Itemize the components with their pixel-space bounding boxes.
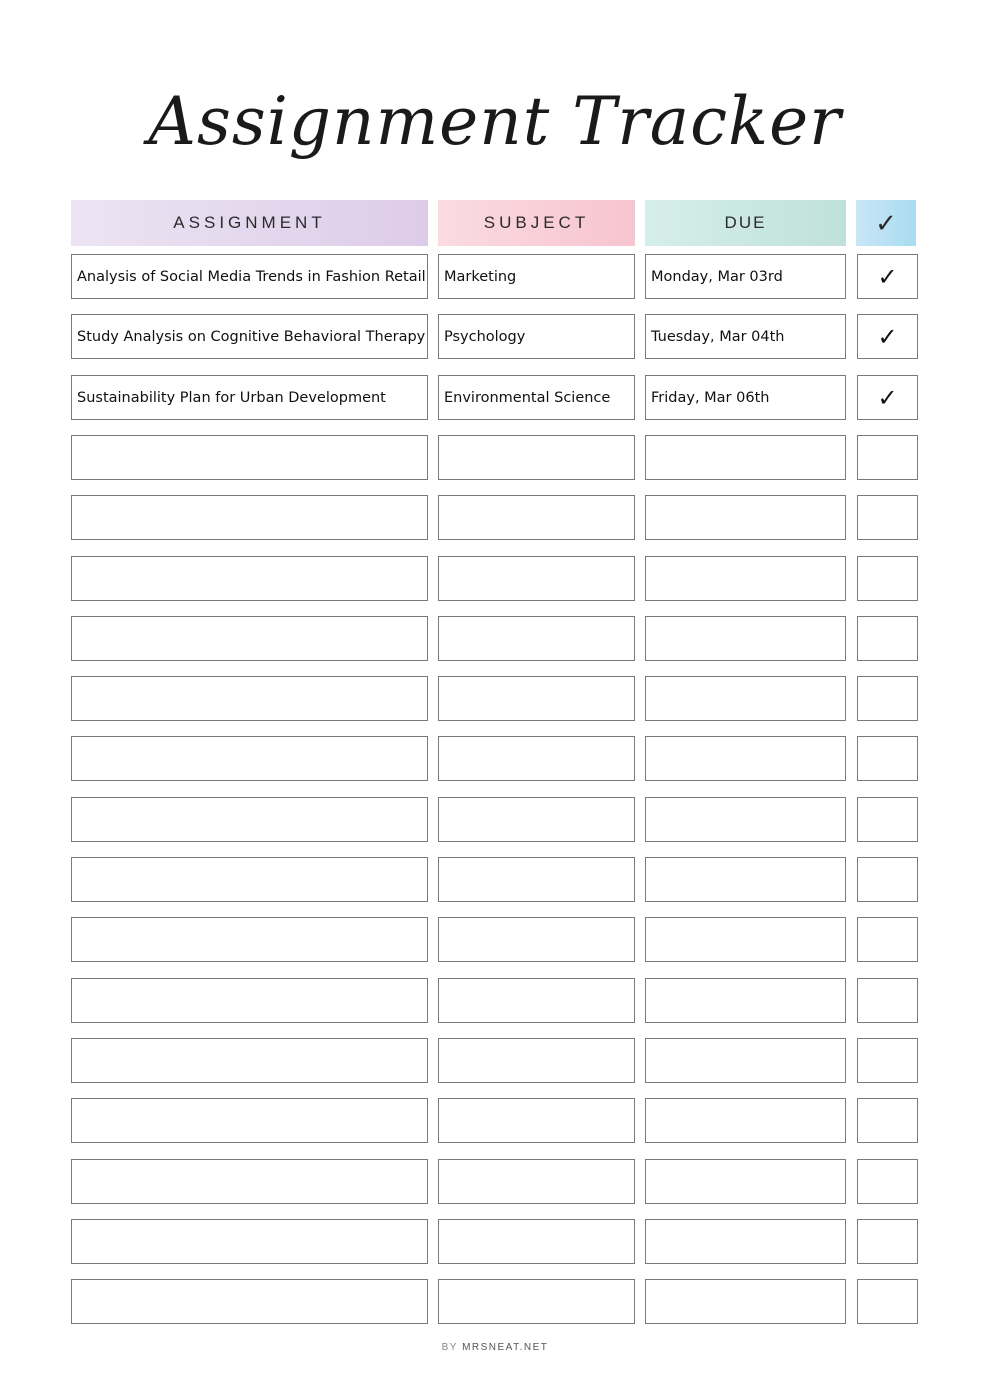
checkbox-cell[interactable]: ✓ [857, 254, 918, 299]
checkbox-cell[interactable] [857, 1098, 918, 1143]
table-row [0, 435, 990, 481]
due-cell[interactable] [645, 495, 846, 540]
checkbox-cell[interactable] [857, 736, 918, 781]
table-row [0, 616, 990, 662]
checkbox-cell[interactable] [857, 1038, 918, 1083]
assignment-cell[interactable] [71, 616, 428, 661]
checkbox-cell[interactable] [857, 1159, 918, 1204]
table-row [0, 1159, 990, 1205]
assignment-cell[interactable] [71, 736, 428, 781]
subject-cell[interactable] [438, 676, 635, 721]
footer-site: MRSNEAT.NET [462, 1342, 549, 1353]
subject-cell[interactable]: Environmental Science [438, 375, 635, 420]
table-row [0, 375, 990, 421]
column-header-subject: SUBJECT [438, 200, 635, 246]
subject-cell[interactable] [438, 435, 635, 480]
due-cell[interactable] [645, 435, 846, 480]
table-row [0, 495, 990, 541]
assignment-cell[interactable] [71, 797, 428, 842]
checkbox-cell[interactable] [857, 616, 918, 661]
subject-cell[interactable] [438, 917, 635, 962]
due-cell[interactable] [645, 917, 846, 962]
subject-cell[interactable] [438, 1159, 635, 1204]
due-cell[interactable] [645, 1279, 846, 1324]
due-cell[interactable] [645, 1038, 846, 1083]
checkbox-cell[interactable] [857, 917, 918, 962]
subject-cell[interactable] [438, 978, 635, 1023]
footer-by: BY [441, 1342, 458, 1353]
assignment-cell[interactable] [71, 1038, 428, 1083]
due-cell[interactable] [645, 1219, 846, 1264]
column-header-assignment: ASSIGNMENT [71, 200, 428, 246]
subject-cell[interactable]: Psychology [438, 314, 635, 359]
table-row [0, 797, 990, 843]
due-cell[interactable]: Monday, Mar 03rd [645, 254, 846, 299]
due-cell[interactable] [645, 1098, 846, 1143]
table-row [0, 857, 990, 903]
subject-cell[interactable] [438, 797, 635, 842]
table-row [0, 1038, 990, 1084]
due-cell[interactable]: Friday, Mar 06th [645, 375, 846, 420]
assignment-cell[interactable] [71, 857, 428, 902]
subject-cell[interactable] [438, 556, 635, 601]
table-row [0, 978, 990, 1024]
assignment-cell[interactable] [71, 917, 428, 962]
due-cell[interactable] [645, 676, 846, 721]
subject-cell[interactable]: Marketing [438, 254, 635, 299]
table-row [0, 917, 990, 963]
checkbox-cell[interactable] [857, 1219, 918, 1264]
table-row [0, 736, 990, 782]
checkbox-cell[interactable] [857, 978, 918, 1023]
assignment-cell[interactable]: Sustainability Plan for Urban Development [71, 375, 428, 420]
due-cell[interactable] [645, 736, 846, 781]
table-row [0, 1219, 990, 1265]
subject-cell[interactable] [438, 736, 635, 781]
footer-credit [0, 1342, 990, 1353]
due-cell[interactable] [645, 1159, 846, 1204]
checkbox-cell[interactable]: ✓ [857, 375, 918, 420]
assignment-cell[interactable] [71, 435, 428, 480]
checkbox-cell[interactable] [857, 495, 918, 540]
due-cell[interactable] [645, 797, 846, 842]
checkbox-cell[interactable] [857, 556, 918, 601]
assignment-cell[interactable]: Analysis of Social Media Trends in Fashion Retail [71, 254, 428, 299]
due-cell[interactable] [645, 857, 846, 902]
subject-cell[interactable] [438, 857, 635, 902]
subject-cell[interactable] [438, 495, 635, 540]
checkbox-cell[interactable] [857, 797, 918, 842]
due-cell[interactable] [645, 978, 846, 1023]
due-cell[interactable] [645, 616, 846, 661]
checkbox-cell[interactable] [857, 1279, 918, 1324]
subject-cell[interactable] [438, 1098, 635, 1143]
assignment-cell[interactable] [71, 676, 428, 721]
subject-cell[interactable] [438, 1279, 635, 1324]
table-row [0, 676, 990, 722]
due-cell[interactable] [645, 556, 846, 601]
assignment-cell[interactable] [71, 978, 428, 1023]
assignment-cell[interactable] [71, 556, 428, 601]
assignment-cell[interactable]: Study Analysis on Cognitive Behavioral Therapy [71, 314, 428, 359]
checkbox-cell[interactable] [857, 676, 918, 721]
table-row [0, 1279, 990, 1325]
checkbox-cell[interactable] [857, 435, 918, 480]
page-title: Assignment Tracker [148, 83, 842, 160]
table-row [0, 1098, 990, 1144]
table-row [0, 254, 990, 300]
column-header-due: DUE [645, 200, 846, 246]
checkbox-cell[interactable]: ✓ [857, 314, 918, 359]
subject-cell[interactable] [438, 1219, 635, 1264]
column-header-check-icon: ✓ [856, 200, 916, 246]
checkbox-cell[interactable] [857, 857, 918, 902]
table-row [0, 314, 990, 360]
assignment-cell[interactable] [71, 1279, 428, 1324]
assignment-cell[interactable] [71, 495, 428, 540]
subject-cell[interactable] [438, 616, 635, 661]
table-row [0, 556, 990, 602]
assignment-cell[interactable] [71, 1219, 428, 1264]
assignment-cell[interactable] [71, 1098, 428, 1143]
subject-cell[interactable] [438, 1038, 635, 1083]
due-cell[interactable]: Tuesday, Mar 04th [645, 314, 846, 359]
assignment-cell[interactable] [71, 1159, 428, 1204]
